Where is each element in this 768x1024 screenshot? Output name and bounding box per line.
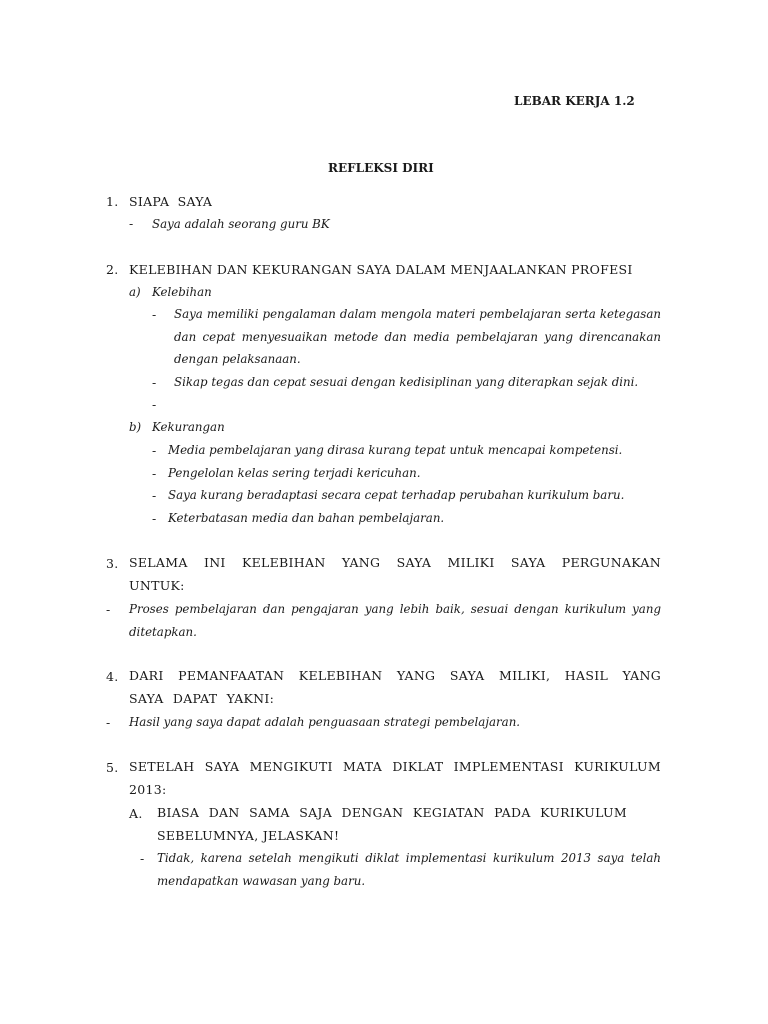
section-3-answer: Proses pembelajaran dan pengajaran yang lebih baik, sesuai dengan kurikulum yang ditetapkan. [129, 602, 661, 639]
section-2b-label: Kekurangan [152, 420, 225, 434]
section-5a-dash: - [140, 851, 145, 866]
section-5-number: 5. [106, 760, 119, 775]
section-3-heading: SELAMA INI KELEBIHAN YANG SAYA MILIKI SAYA PERGUNAKAN UNTUK: [129, 555, 661, 593]
section-5-heading: SETELAH SAYA MENGIKUTI MATA DIKLAT IMPLEMENTASI KURIKULUM 2013: [129, 759, 661, 797]
list-dash: - [152, 307, 157, 322]
section-2-number: 2. [106, 262, 119, 277]
kelebihan-item: Saya memiliki pengalaman dalam mengola materi pembelajaran serta ketegasan dan cepat menyesuaikan metode dan media pembelajaran yang direncanakan dengan pelaksanaan. [174, 307, 661, 366]
kekurangan-item: Media pembelajaran yang dirasa kurang tepat untuk mencapai kompetensi. [168, 443, 623, 457]
section-1-heading: SIAPA SAYA [129, 194, 213, 209]
section-5a-heading: BIASA DAN SAMA SAJA DENGAN KEGIATAN PADA KURIKULUM SEBELUMNYA, JELASKAN! [157, 805, 627, 843]
section-3-dash: - [106, 602, 111, 617]
list-dash: - [152, 375, 157, 390]
kekurangan-item: Keterbatasan media dan bahan pembelajaran. [168, 511, 445, 525]
section-5a-answer: Tidak, karena setelah mengikuti diklat implementasi kurikulum 2013 saya telah mendapatkan wawasan yang baru. [157, 851, 661, 888]
section-2a-label: Kelebihan [152, 285, 212, 299]
page-title: REFLEKSI DIRI [328, 161, 434, 175]
list-dash: - [152, 488, 157, 503]
empty-list-dash: - [152, 397, 157, 412]
section-4-heading: DARI PEMANFAATAN KELEBIHAN YANG SAYA MILIKI, HASIL YANG SAYA DAPAT YAKNI: [129, 668, 661, 706]
kekurangan-item: Saya kurang beradaptasi secara cepat terhadap perubahan kurikulum baru. [168, 488, 625, 502]
section-1-dash: - [129, 216, 134, 231]
section-3-number: 3. [106, 556, 119, 571]
worksheet-label: LEBAR KERJA 1.2 [514, 94, 635, 108]
kekurangan-item: Pengelolan kelas sering terjadi kericuhan. [168, 466, 421, 480]
section-2a-marker: a) [129, 285, 141, 299]
list-dash: - [152, 466, 157, 481]
section-2-heading: KELEBIHAN DAN KEKURANGAN SAYA DALAM MENJAALANKAN PROFESI [129, 262, 633, 277]
section-4-number: 4. [106, 669, 119, 684]
section-4-dash: - [106, 715, 111, 730]
section-1-number: 1. [106, 194, 119, 209]
list-dash: - [152, 511, 157, 526]
section-4-answer: Hasil yang saya dapat adalah penguasaan strategi pembelajaran. [129, 715, 521, 729]
kelebihan-item: Sikap tegas dan cepat sesuai dengan kedisiplinan yang diterapkan sejak dini. [174, 375, 639, 389]
section-1-answer: Saya adalah seorang guru BK [152, 217, 330, 231]
section-2b-marker: b) [129, 420, 142, 434]
list-dash: - [152, 443, 157, 458]
section-5a-marker: A. [129, 806, 143, 821]
